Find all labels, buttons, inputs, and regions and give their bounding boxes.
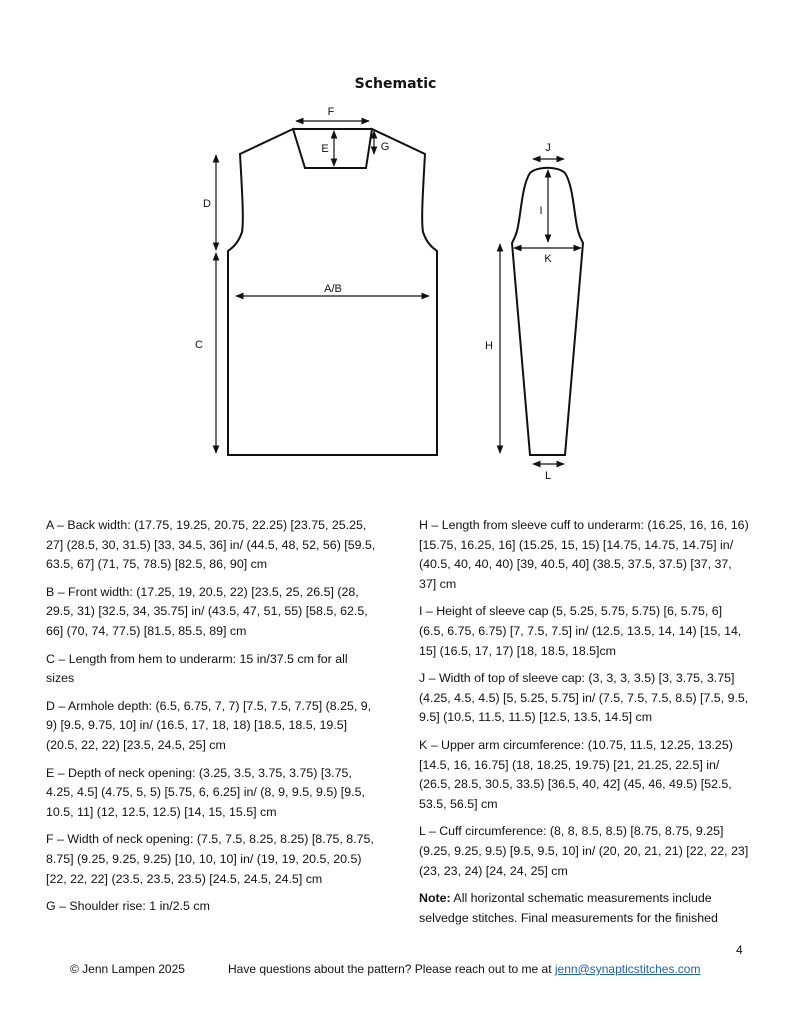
measurements-right-column bbox=[419, 516, 749, 936]
label-j: J bbox=[545, 142, 551, 154]
measurement-b: B – Front width: (17.25, 19, 20.5, 22) [23.5, 25, 26.5] (28, 29.5, 31) [32.5, 34, 35.75] in/ (43.5, 47, 51, 55) [58.5, 62.5, 66] (70, 74, 77.5) [81.5, 85.5, 89] cm bbox=[46, 584, 368, 638]
measurement-c: C – Length from hem to underarm: 15 in/37.5 cm for all sizes bbox=[46, 651, 348, 686]
note-label: Note: bbox=[419, 891, 451, 906]
footer-contact bbox=[228, 962, 700, 976]
measurement-f: F – Width of neck opening: (7.5, 7.5, 8.25, 8.25) [8.75, 8.75, 8.75] (9.25, 9.25, 9.25) [10, 10, 10] in/ (19, 19, 20.5, 20.5) [22, 22, 22] (23.5, 23.5, 23.5) [24.5, 24.5, 24.5] cm bbox=[46, 832, 374, 886]
footer-copyright: © Jenn Lampen 2025 bbox=[70, 962, 185, 976]
label-h: H bbox=[485, 340, 493, 352]
label-g: G bbox=[380, 141, 390, 153]
measurement-a: A – Back width: (17.75, 19.25, 20.75, 22.25) [23.75, 25.25, 27] (28.5, 30, 31.5) [33, 34.5, 36] in/ (44.5, 48, 52, 56) [59.5, 63.5, 67] (71, 75, 78.5) [82.5, 86, 90] cm bbox=[46, 518, 376, 572]
measurement-d: D – Armhole depth: (6.5, 6.75, 7, 7) [7.5, 7.5, 7.75] (8.25, 9, 9) [9.5, 9.75, 10] in/ (16.5, 17, 18, 18) [18.5, 18.5, 19.5] (20.5, 22, 22) [23.5, 24.5, 25] cm bbox=[46, 698, 372, 752]
email-link[interactable]: jenn@synapticstitches.com bbox=[554, 962, 701, 976]
footer-question-text: Have questions about the pattern? Please reach out to me at bbox=[228, 962, 555, 976]
label-i: I bbox=[539, 205, 543, 217]
measurement-e: E – Depth of neck opening: (3.25, 3.5, 3.75, 3.75) [3.75, 4.25, 4.5] (4.75, 5, 5) [5.75, 6, 6.25] in/ (8, 9, 9.5, 9.5) [9.5, 10.5, 11] (12, 12.5, 12.5) [14, 15, 15.5] cm bbox=[46, 765, 365, 819]
label-ab: A/B bbox=[324, 283, 342, 295]
measurement-l: L – Cuff circumference: (8, 8, 8.5, 8.5) [8.75, 8.75, 9.25] (9.25, 9.25, 9.5) [9.5, 9.5, 10] in/ (20, 20, 21, 21) [22, 22, 23] (23, 23, 24) [24, 24, 25] cm bbox=[419, 824, 749, 878]
label-k: K bbox=[544, 253, 552, 265]
note-paragraph bbox=[419, 889, 749, 928]
note-text: All horizontal schematic measurements include selvedge stitches. Final measurements for the finished bbox=[419, 891, 718, 925]
schematic-diagram bbox=[0, 0, 791, 500]
measurement-g: G – Shoulder rise: 1 in/2.5 cm bbox=[46, 899, 210, 914]
measurement-k: K – Upper arm circumference: (10.75, 11.5, 12.25, 13.25) [14.5, 16, 16.75] (18, 18.25, 19.75) [21, 21.25, 22.5] in/ (26.5, 28.5, 30.5, 33.5) [36.5, 40, 42] (45, 46, 49.5) [52.5, 53.5, 56.5] cm bbox=[419, 737, 733, 811]
measurements-left-column bbox=[46, 516, 376, 925]
measurement-j: J – Width of top of sleeve cap: (3, 3, 3, 3.5) [3, 3.75, 3.75] (4.25, 4.5, 4.5) [5, 5.25, 5.75] in/ (7.5, 7.5, 7.5, 8.5) [7.5, 9.5, 9.5] (10.5, 11.5, 11.5) [12.5, 13.5, 14.5] cm bbox=[419, 671, 749, 725]
page-title: Schematic bbox=[354, 76, 437, 92]
measurement-h: H – Length from sleeve cuff to underarm: (16.25, 16, 16, 16) [15.75, 16.25, 16] (15.25, 15, 15) [14.75, 14.75, 14.75] in/ (40.5, 40, 40, 40) [39, 40.5, 40] (38.5, 37.5, 37.5) [37, 37, 37] cm bbox=[419, 518, 749, 591]
label-c: C bbox=[195, 339, 203, 351]
measurement-i: I – Height of sleeve cap (5, 5.25, 5.75, 5.75) [6, 5.75, 6] (6.5, 6.75, 6.75) [7, 7.5, 7.5] in/ (12.5, 13.5, 14, 14) [15, 14, 15] (16.5, 17, 17) [18, 18.5, 18.5]cm bbox=[419, 604, 742, 658]
label-d: D bbox=[203, 198, 211, 210]
label-l: L bbox=[544, 470, 552, 482]
label-f: F bbox=[327, 106, 335, 118]
page-number: 4 bbox=[736, 943, 743, 957]
label-e: E bbox=[321, 143, 329, 155]
